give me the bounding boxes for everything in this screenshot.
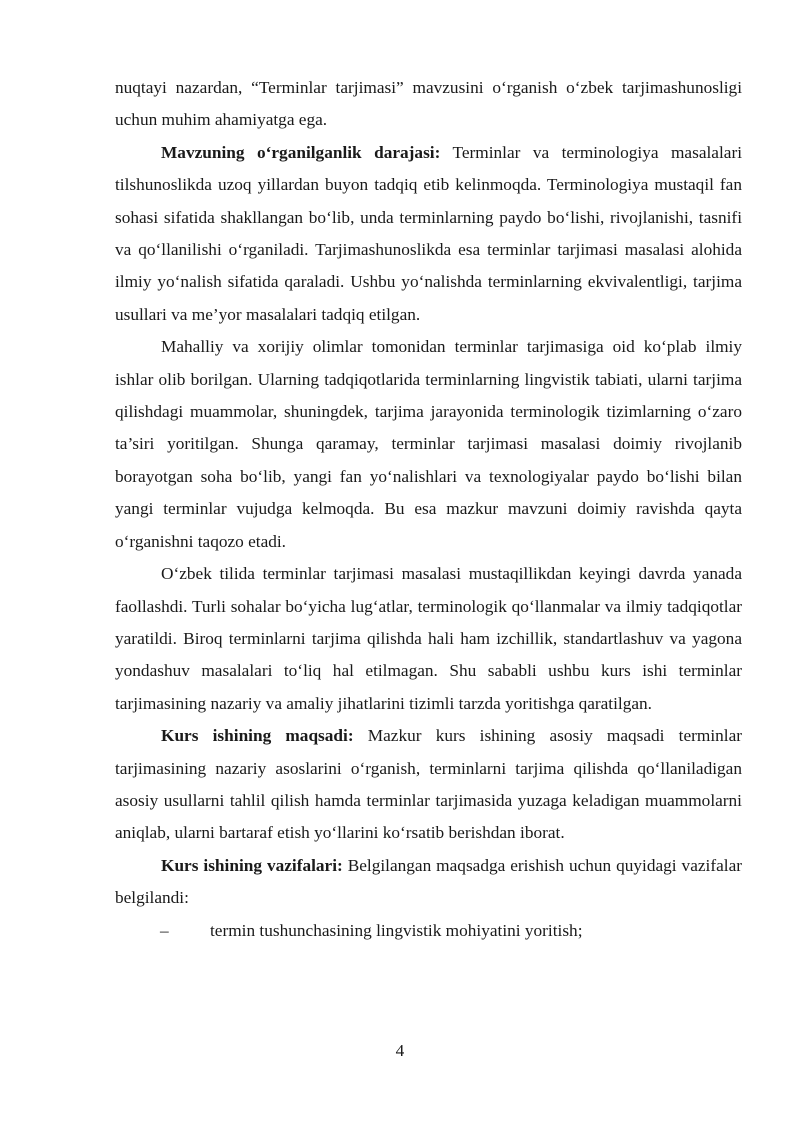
paragraph-text: Mahalliy va xorijiy olimlar tomonidan terminlar tarjimasiga oid ko‘plab ilmiy ishlar olib borilgan. Ularning tadqiqotlarida terminlarning lingvistik tabiati, ularni tarjima qilishdagi muammolar, shuningdek, tarjima jarayonida terminologik tizimlarning o‘zaro ta’siri yoritilgan. Shunga qaramay, terminlar tarjimasi masalasi doimiy rivojlanib borayotgan soha bo‘lib, yangi fan yo‘nalishlari va texnologiyalar paydo bo‘lishi bilan yangi terminlar vujudga kelmoqda. Bu esa mazkur mavzuni doimiy ravishda qayta o‘rganishni taqozo etadi. [115, 337, 742, 551]
paragraph-course-tasks [115, 850, 742, 915]
paragraph-study-level [115, 137, 742, 331]
paragraph-text: Terminlar va terminologiya masalalari tilshunoslikda uzoq yillardan buyon tadqiq etib kelinmoqda. Terminologiya mustaqil fan sohasi sifatida shakllangan bo‘lib, unda terminlarning paydo bo‘lishi, rivojlanishi, tasnifi va qo‘llanilishi o‘rganiladi. Tarjimashunoslikda esa terminlar tarjimasi masalasi alohida ilmiy yo‘nalish sifatida qaraladi. Ushbu yo‘nalishda terminlarning ekvivalentligi, tarjima usullari va me’yor masalalari tadqiq etilgan. [115, 142, 742, 324]
paragraph-intro-continuation [115, 72, 742, 137]
paragraph-text: Mazkur kurs ishining asosiy maqsadi terminlar tarjimasining nazariy asoslarini o‘rganish, terminlarni tarjima qilishda qo‘llaniladigan asosiy usullarni tahlil qilish hamda terminlar tarjimasida yuzaga keladigan muammolarni aniqlab, ularni bartaraf etish yo‘llarini ko‘rsatib berishdan iborat. [115, 726, 742, 843]
paragraph-heading: Kurs ishining maqsadi: [161, 726, 354, 746]
page-number: 4 [395, 1041, 405, 1060]
list-item-text: termin tushunchasining lingvistik mohiyatini yoritish; [210, 920, 583, 940]
paragraph-text: Belgilangan maqsadga erishish uchun quyidagi vazifalar belgilandi: [115, 855, 742, 908]
paragraph-text: nuqtayi nazardan, “Terminlar tarjimasi” mavzusini o‘rganish o‘zbek tarjimashunosligi uchun muhim ahamiyatga ega. [115, 78, 742, 130]
paragraph-uzbek-translation [115, 558, 742, 720]
document-body [115, 72, 742, 947]
list-item [115, 915, 742, 947]
paragraph-heading: Kurs ishining vazifalari: [161, 855, 343, 875]
paragraph-heading: Mavzuning o‘rganilganlik darajasi: [161, 142, 441, 162]
paragraph-scholars [115, 331, 742, 558]
paragraph-text: O‘zbek tilida terminlar tarjimasi masalasi mustaqillikdan keyingi davrda yanada faollashdi. Turli sohalar bo‘yicha lug‘atlar, terminologik qo‘llanmalar va ilmiy tadqiqotlar yaratildi. Biroq terminlarni tarjima qilishda hali ham izchillik, standartlashuv va yagona yondashuv masalalari to‘liq hal etilmagan. Shu sababli ushbu kurs ishi terminlar tarjimasining nazariy va amaliy jihatlarini tizimli tarzda yoritishga qaratilgan. [115, 564, 742, 713]
list-dash-marker: – [160, 920, 169, 940]
paragraph-course-goal [115, 720, 742, 850]
